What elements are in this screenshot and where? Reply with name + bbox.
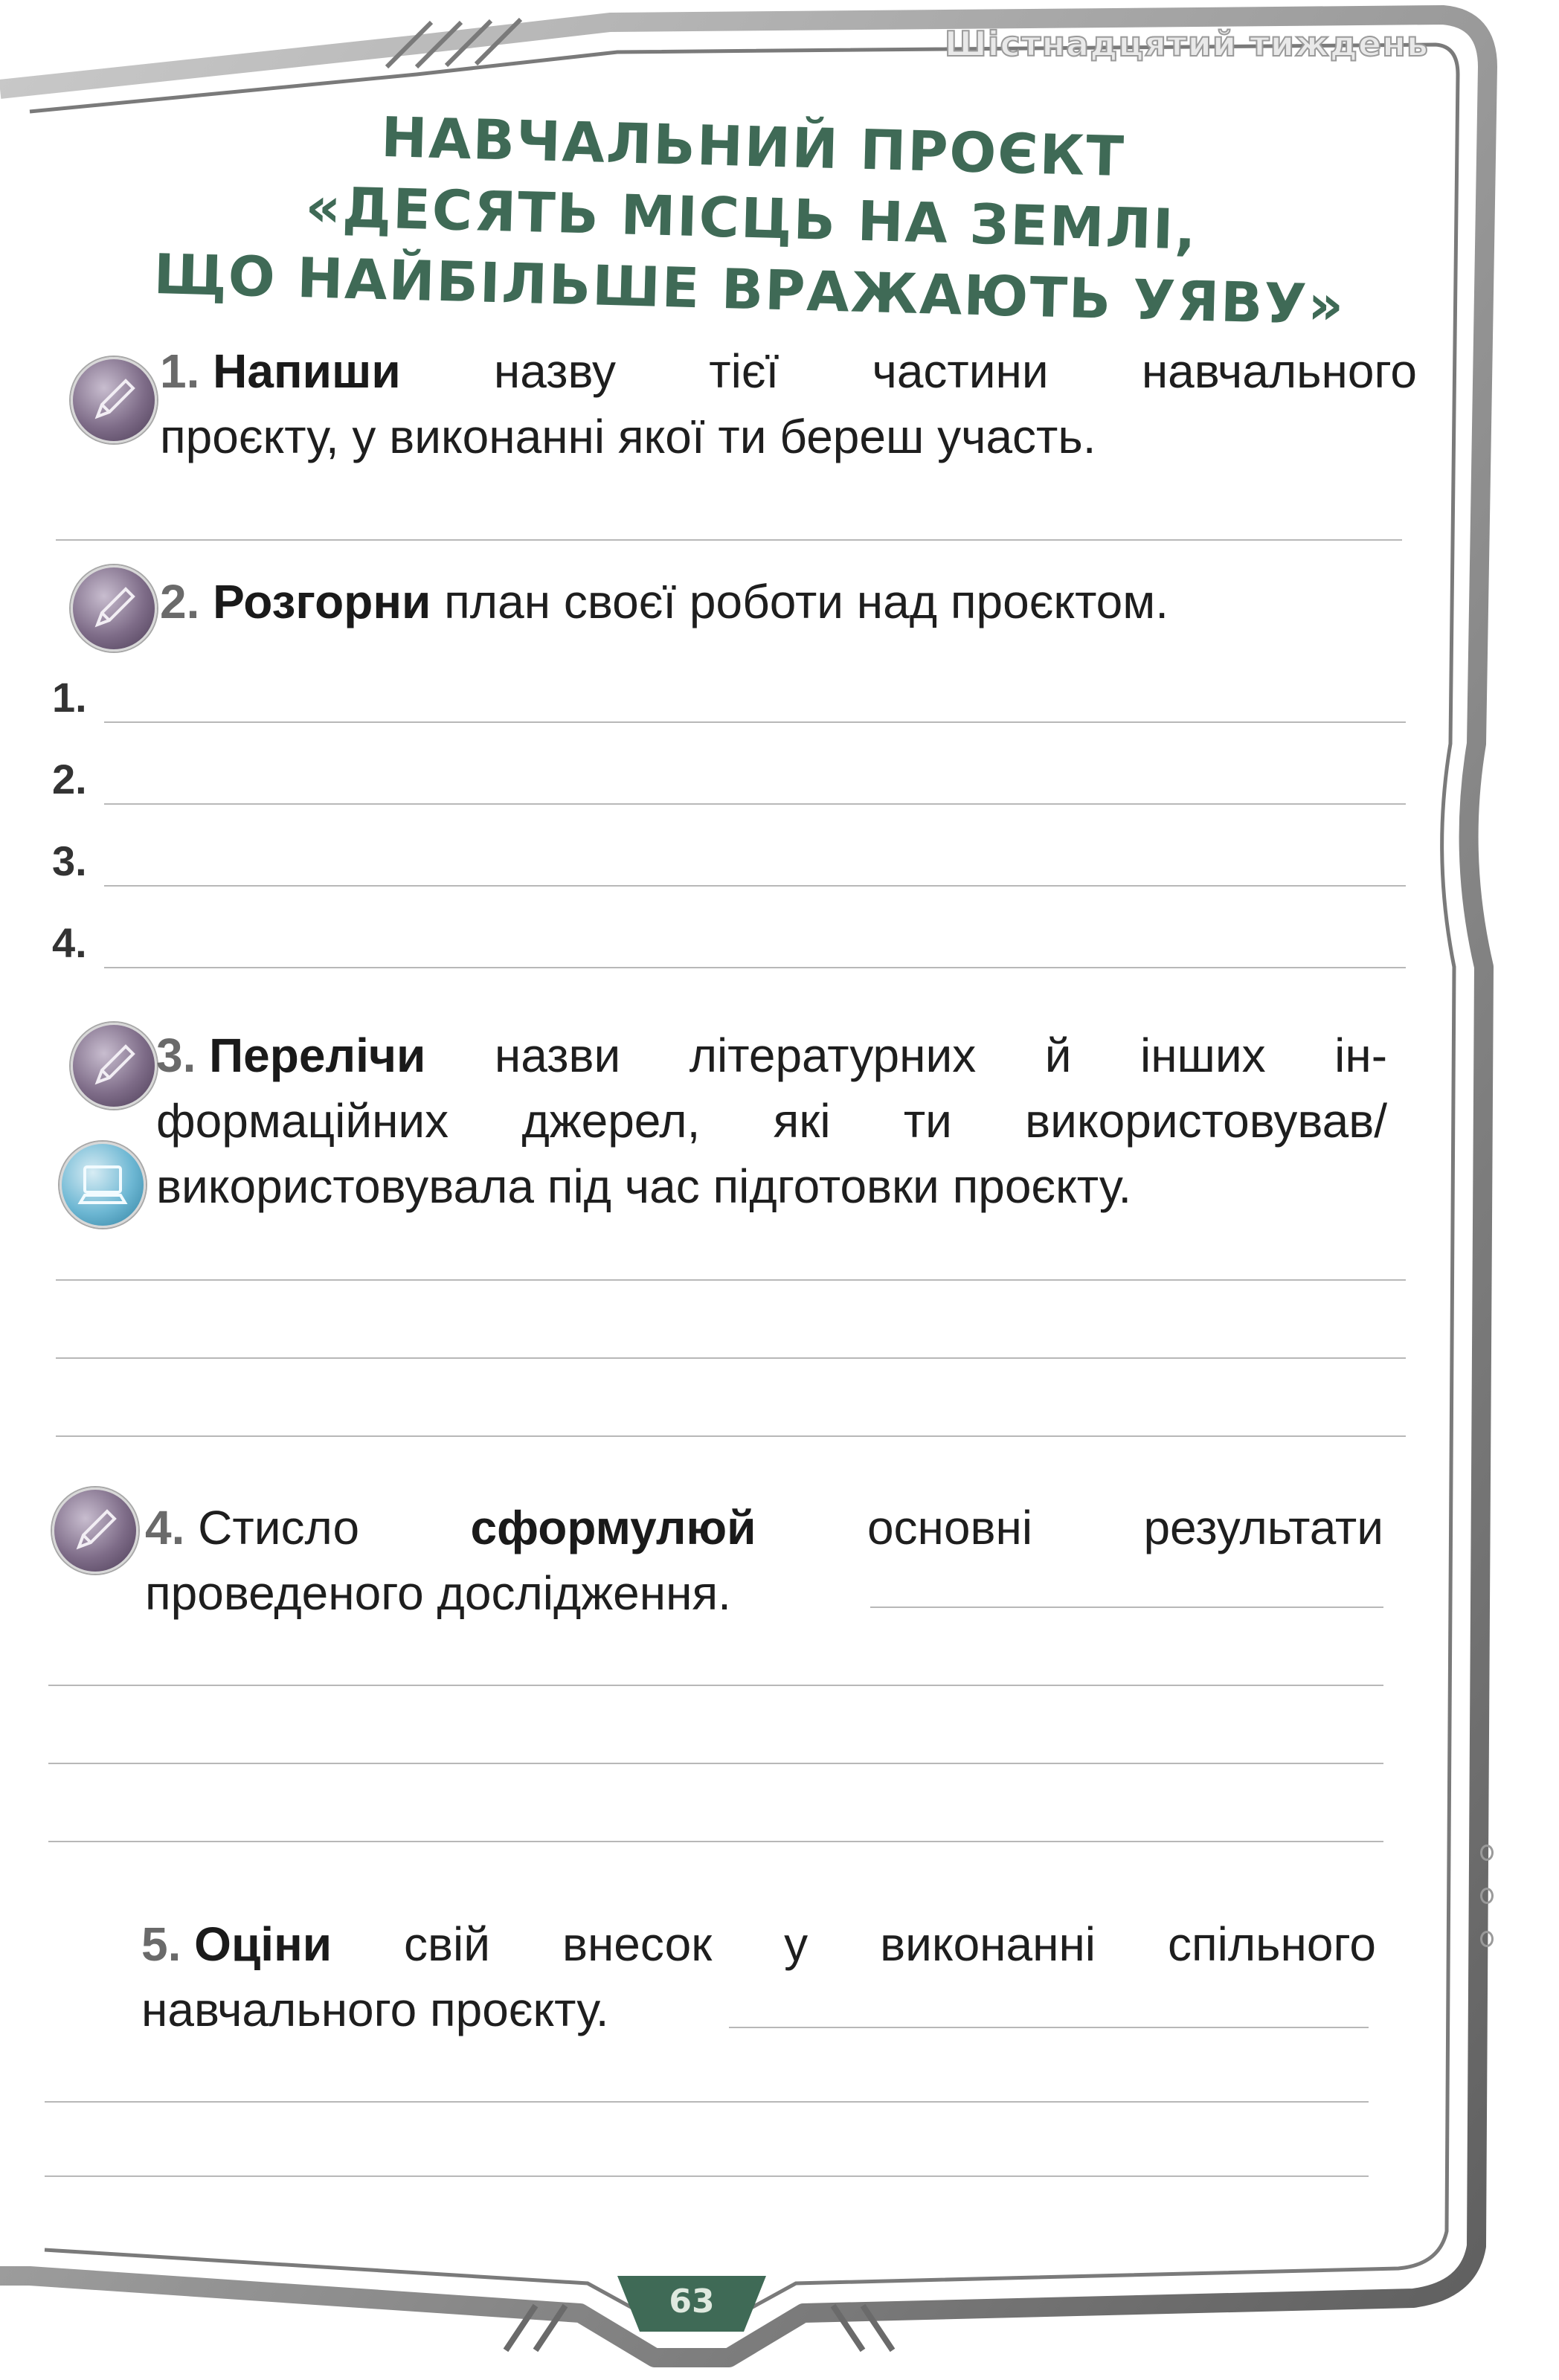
answer-line[interactable] [104,721,1406,723]
title-line-1: НАВЧАЛЬНИЙ ПРОЄКТ [380,105,1126,190]
task-number: 1. [160,344,200,398]
task-word: результати [1143,1501,1383,1554]
task-word: виконанні [880,1917,1096,1971]
task-word: ти [903,1094,952,1148]
task-word: тієї [709,344,780,398]
task-word: які [773,1094,831,1148]
title-line-3: ЩО НАЙБІЛЬШЕ ВРАЖАЮТЬ УЯВУ» [152,242,1346,338]
task-verb: Розгорни [213,575,431,628]
task-word: свій [404,1917,490,1971]
answer-line[interactable] [104,967,1406,968]
project-title [132,95,1372,341]
answer-line[interactable] [48,1841,1383,1842]
task-2 [160,569,1417,634]
decorative-dots [1480,1844,1494,1974]
task-word: формаційних [156,1094,449,1148]
pencil-icon [71,565,157,652]
task-verb: Оціни [194,1917,332,1971]
plan-item-number: 3. [52,837,87,884]
answer-line[interactable] [56,1435,1406,1437]
task-word: й [1044,1029,1072,1082]
task-word: спільного [1167,1917,1376,1971]
title-line-2: «ДЕСЯТЬ МІСЦЬ НА ЗЕМЛІ, [304,175,1198,263]
plan-item-number: 2. [52,756,87,803]
pencil-icon [52,1488,138,1574]
answer-line[interactable] [48,1763,1383,1764]
answer-line[interactable] [48,1685,1383,1686]
answer-line[interactable] [56,539,1402,541]
task-text: проведеного дослідження. [145,1566,731,1620]
task-number: 5. [141,1917,181,1971]
plan-item-number: 4. [52,919,87,966]
task-text: навчального проєкту. [141,1983,609,2036]
task-number: 4. [145,1501,185,1554]
plan-item-number: 1. [52,674,87,721]
task-3 [156,1023,1387,1219]
task-word: внесок [562,1917,713,1971]
task-text: план своєї роботи над проєктом. [444,575,1169,628]
task-word: ін- [1334,1029,1387,1082]
task-text: проєкту, у виконанні якої ти береш участь. [160,410,1096,463]
answer-line[interactable] [729,2027,1369,2028]
pencil-icon [71,357,157,443]
task-word: використовував/ [1025,1094,1387,1148]
task-1 [160,338,1417,469]
answer-line[interactable] [56,1357,1406,1359]
task-word: літературних [689,1029,977,1082]
task-word: інших [1139,1029,1266,1082]
task-verb: Перелічи [209,1029,426,1082]
answer-line[interactable] [45,2101,1369,2103]
page-number: 63 [669,2283,715,2320]
task-word: навчального [1141,344,1417,398]
task-word: джерел, [521,1094,701,1148]
task-word: Стисло [198,1501,360,1554]
task-verb: сформулюй [470,1501,756,1554]
task-word: у [784,1917,809,1971]
task-number: 2. [160,575,200,628]
answer-line[interactable] [45,2175,1369,2177]
week-header: Шістнадцятий тиждень [944,24,1429,64]
pencil-icon [71,1023,157,1109]
answer-line[interactable] [104,803,1406,805]
task-5 [141,1911,1376,2042]
answer-line[interactable] [56,1279,1406,1281]
task-word: назву [493,344,617,398]
task-word: назви [494,1029,621,1082]
computer-icon [60,1142,146,1228]
answer-line[interactable] [870,1606,1383,1608]
task-verb: Напиши [213,344,401,398]
task-text: використовувала під час підготовки проєкту. [156,1160,1132,1213]
answer-line[interactable] [104,885,1406,887]
task-word: частини [872,344,1049,398]
task-number: 3. [156,1029,196,1082]
task-word: основні [867,1501,1033,1554]
